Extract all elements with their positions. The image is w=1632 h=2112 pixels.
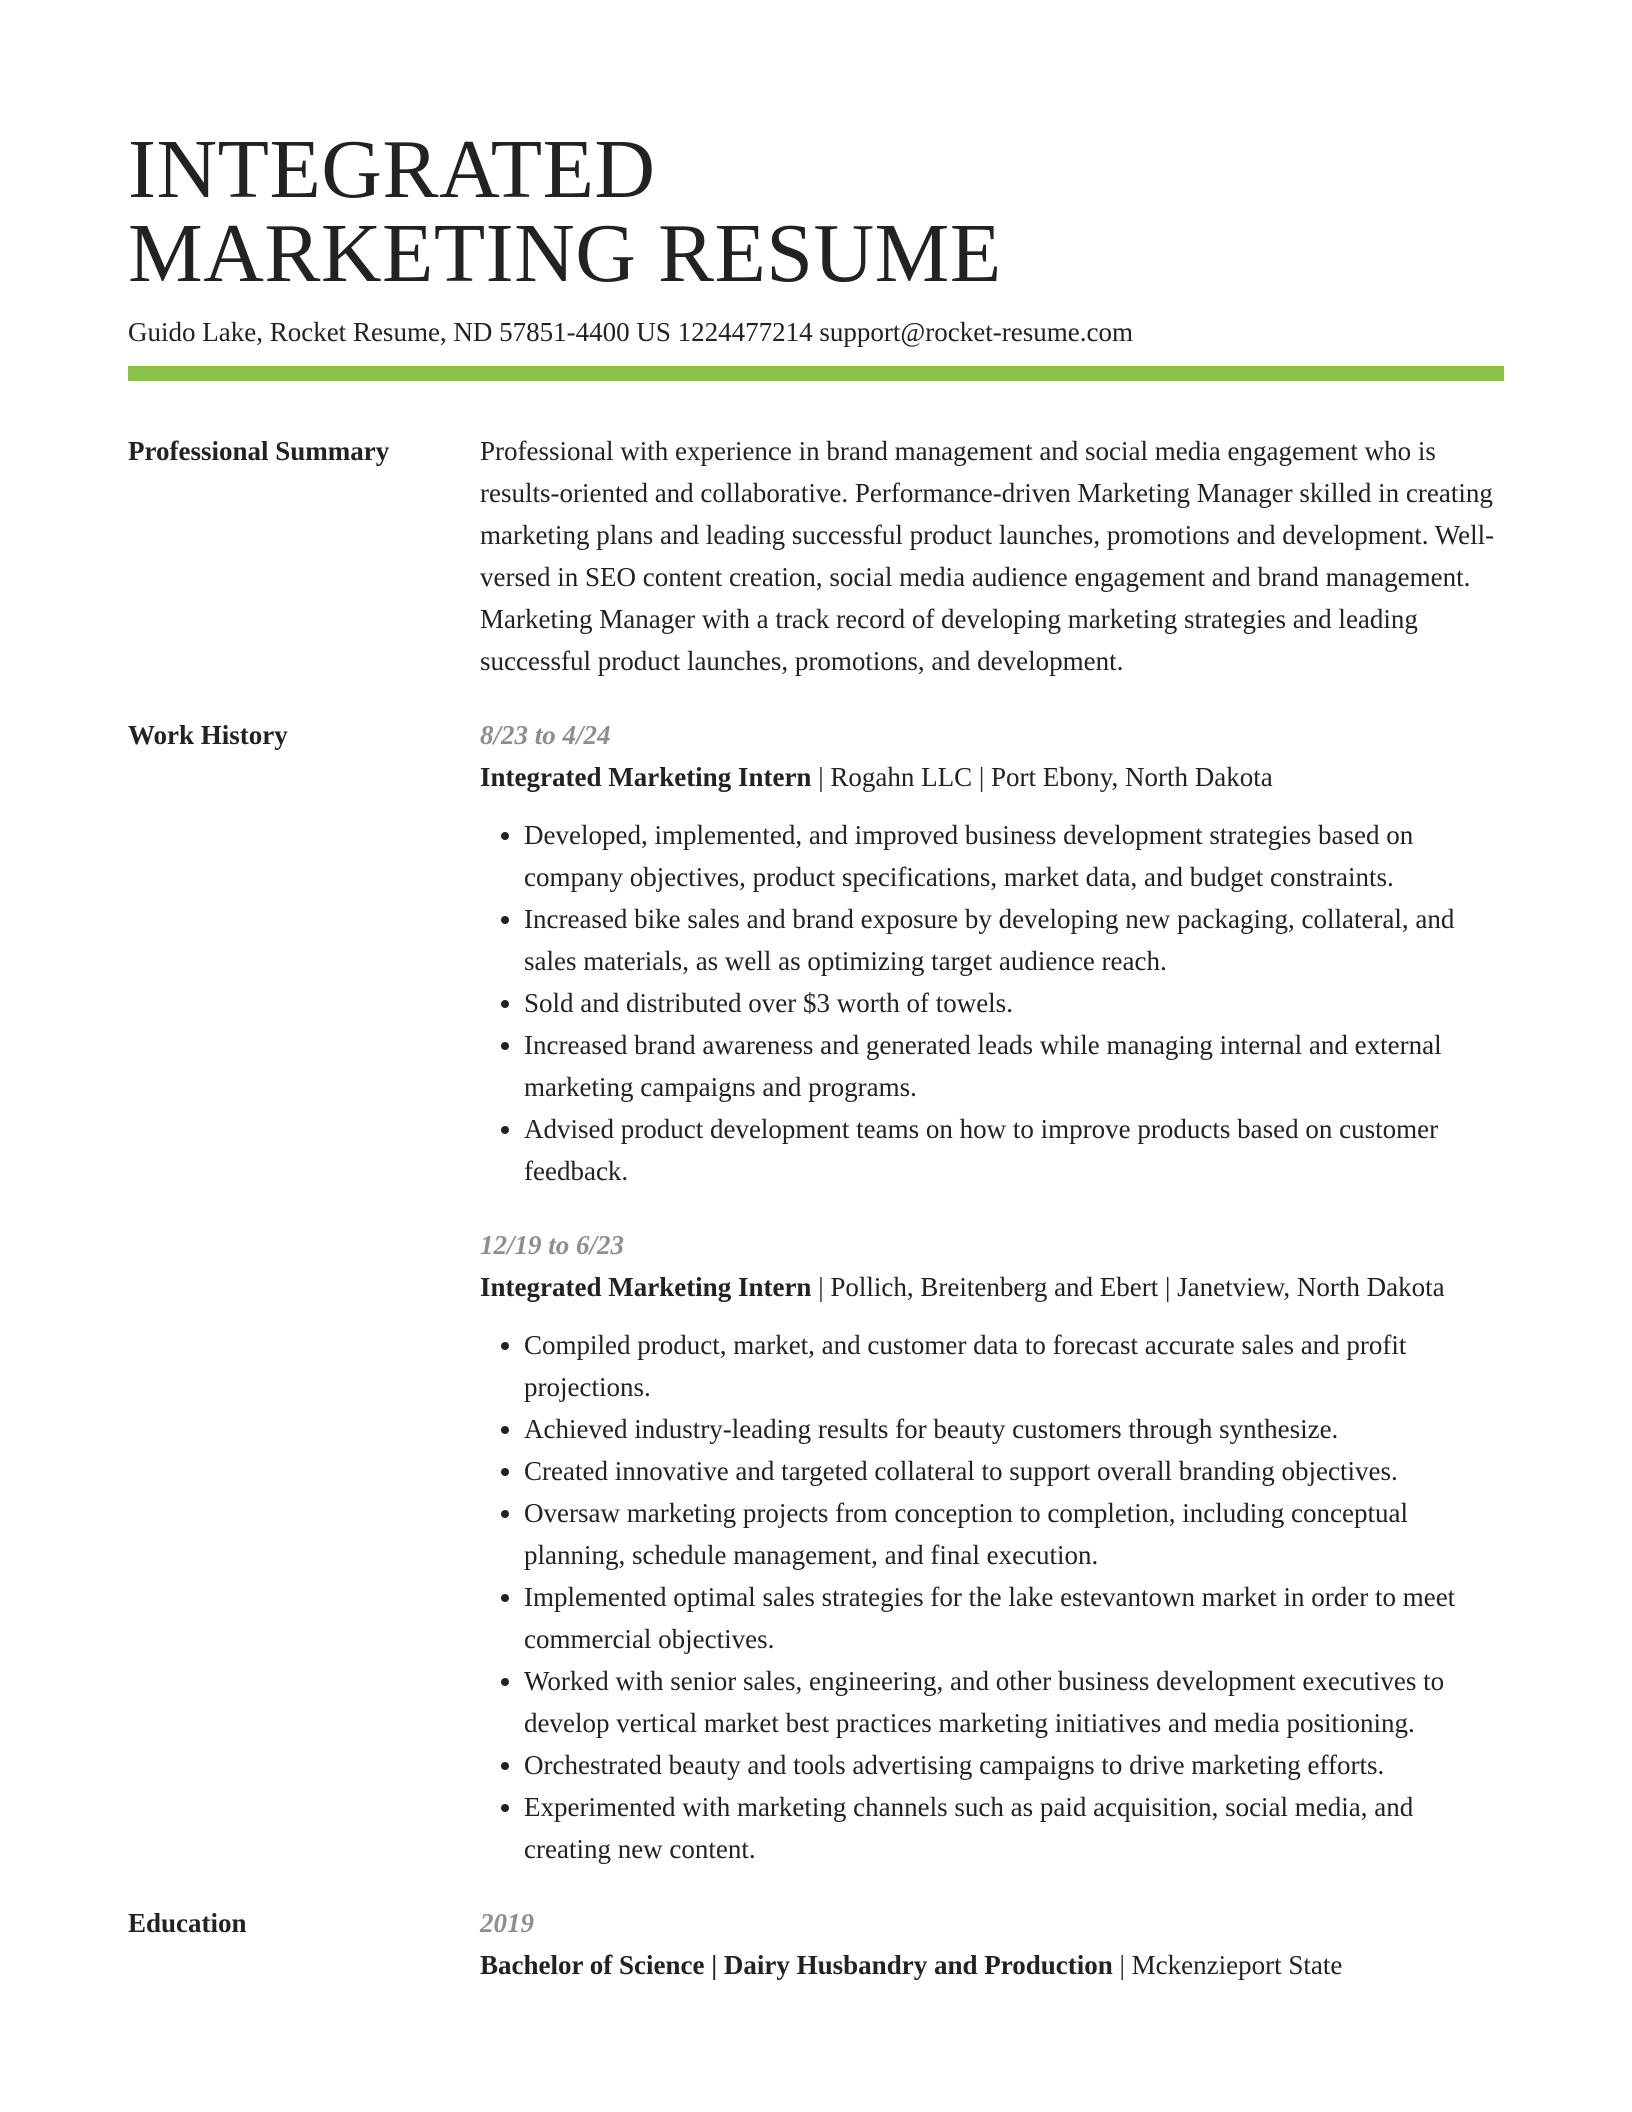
job-bullet: • Developed, implemented, and improved business development strategies based on company objectives, product specifications, market data, and budget constraints.	[524, 814, 1504, 898]
job-entry	[480, 1224, 1504, 1870]
resume-title	[128, 123, 1504, 300]
resume-page	[128, 123, 1504, 1986]
job-details: | Rogahn LLC | Port Ebony, North Dakota	[811, 762, 1273, 792]
job-bullet: • Created innovative and targeted collateral to support overall branding objectives.	[524, 1450, 1504, 1492]
contact-line: Guido Lake, Rocket Resume, ND 57851-4400 US 1224477214 support@rocket-resume.com	[128, 317, 1133, 347]
job-bullet: • Increased bike sales and brand exposure by developing new packaging, collateral, and sales materials, as well as optimizing target audience reach.	[524, 898, 1504, 982]
job-role-line	[480, 756, 1504, 798]
job-bullet: • Implemented optimal sales strategies for the lake estevantown market in order to meet commercial objectives.	[524, 1576, 1504, 1660]
job-bullet: • Increased brand awareness and generated leads while managing internal and external marketing campaigns and programs.	[524, 1024, 1504, 1108]
job-title: Integrated Marketing Intern	[480, 1272, 812, 1302]
education-section	[128, 1902, 1504, 1986]
job-bullets	[480, 1324, 1504, 1870]
work-history-section	[128, 714, 1504, 1870]
job-bullet: • Advised product development teams on how to improve products based on customer feedback.	[524, 1108, 1504, 1192]
education-year: 2019	[480, 1908, 534, 1938]
job-details: | Pollich, Breitenberg and Ebert | Janetview, North Dakota	[811, 1272, 1445, 1302]
job-bullet: • Experimented with marketing channels such as paid acquisition, social media, and creating new content.	[524, 1786, 1504, 1870]
summary-text: Professional with experience in brand management and social media engagement who is results-oriented and collaborative. Performance-driven Marketing Manager skilled in creating marketing plans and leading successful product launches, promotions and development. Well-versed in SEO content creation, social media audience engagement and brand management. Marketing Manager with a track record of developing marketing strategies and leading successful product launches, promotions, and development.	[480, 436, 1495, 676]
job-bullets	[480, 814, 1504, 1192]
job-bullet: • Achieved industry-leading results for beauty customers through synthesize.	[524, 1408, 1504, 1450]
job-bullet: • Orchestrated beauty and tools advertising campaigns to drive marketing efforts.	[524, 1744, 1504, 1786]
job-bullet: • Sold and distributed over $3 worth of towels.	[524, 982, 1504, 1024]
school-name: | Mckenzieport State	[1112, 1950, 1343, 1980]
professional-summary-section	[128, 430, 1504, 682]
accent-divider	[128, 366, 1504, 381]
job-entry	[480, 714, 1504, 1192]
title-line-2: MARKETING RESUME	[128, 207, 1002, 300]
job-dates: 12/19 to 6/23	[480, 1230, 625, 1260]
job-role-line	[480, 1266, 1504, 1308]
job-bullet: • Compiled product, market, and customer data to forecast accurate sales and profit projections.	[524, 1324, 1504, 1408]
work-history-body	[480, 714, 1504, 1870]
job-title: Integrated Marketing Intern	[480, 762, 812, 792]
degree-name: Bachelor of Science | Dairy Husbandry and Production	[480, 1950, 1113, 1980]
job-bullet: • Worked with senior sales, engineering, and other business development executives to develop vertical market best practices marketing initiatives and media positioning.	[524, 1660, 1504, 1744]
education-degree-line	[480, 1944, 1504, 1986]
job-dates: 8/23 to 4/24	[480, 720, 611, 750]
section-label-summary: Professional Summary	[128, 436, 390, 466]
education-body	[480, 1902, 1504, 1986]
title-line-1: INTEGRATED	[128, 123, 656, 216]
job-bullet: • Oversaw marketing projects from conception to completion, including conceptual planning, schedule management, and final execution.	[524, 1492, 1504, 1576]
section-label-education: Education	[128, 1908, 247, 1938]
section-label-work: Work History	[128, 720, 288, 750]
